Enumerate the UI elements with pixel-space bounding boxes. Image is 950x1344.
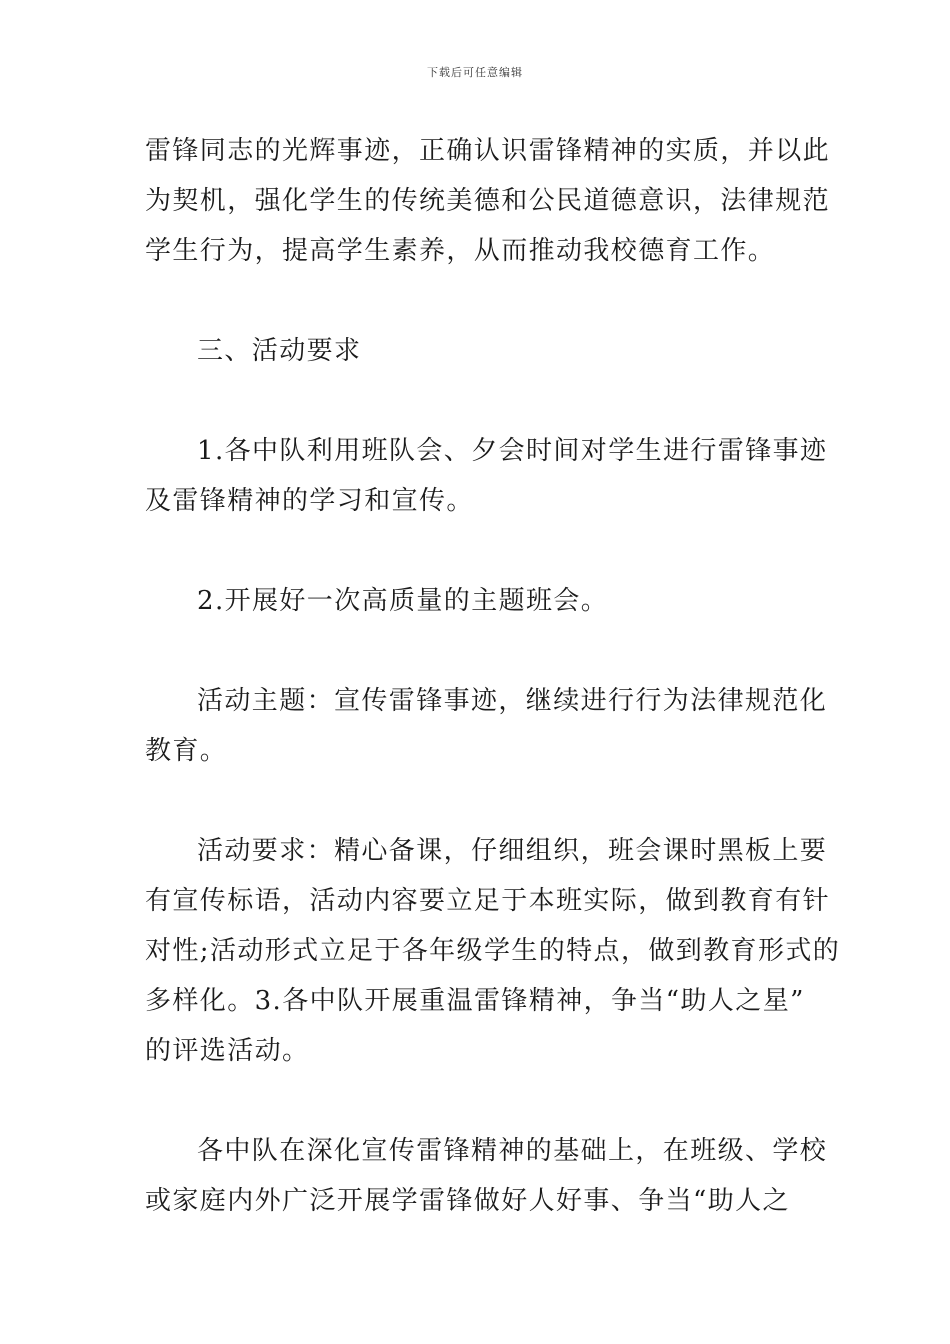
text-line: 1.各中队利用班队会、夕会时间对学生进行雷锋事迹 [197,436,828,466]
text-line: 雷锋同志的光辉事迹，正确认识雷锋精神的实质，并以此 [145,136,831,166]
section-heading [145,326,809,376]
paragraph-gap [145,1076,809,1126]
paragraph-gap [145,276,809,326]
paragraph-gap [145,776,809,826]
text-line: 三、活动要求 [197,336,362,366]
paragraph-activity-theme [145,676,828,776]
text-line: 多样化。3.各中队开展重温雷锋精神，争当“助人之星” [145,986,805,1016]
document-body [145,126,841,1226]
text-line: 活动要求：精心备课，仔细组织，班会课时黑板上要 [197,836,828,866]
text-line: 有宣传标语，活动内容要立足于本班实际，做到教育有针 [145,886,831,916]
paragraph-intro-continuation [145,126,831,276]
text-line: 为契机，强化学生的传统美德和公民道德意识，法律规范 [145,186,831,216]
paragraph-item-1 [145,426,828,526]
text-line: 及雷锋精神的学习和宣传。 [145,486,474,516]
text-line: 2.开展好一次高质量的主题班会。 [197,586,609,616]
text-line: 对性;活动形式立足于各年级学生的特点，做到教育形式的 [145,936,841,966]
paragraph-item-2 [145,576,809,626]
text-line: 的评选活动。 [145,1036,310,1066]
paragraph-squadron-activities [145,1126,828,1226]
paragraph-gap [145,626,809,676]
paragraph-activity-requirements [145,826,841,1076]
text-line: 教育。 [145,736,228,766]
text-line: 学生行为，提高学生素养，从而推动我校德育工作。 [145,236,776,266]
text-line: 活动主题：宣传雷锋事迹，继续进行行为法律规范化 [197,686,828,716]
text-line: 各中队在深化宣传雷锋精神的基础上，在班级、学校 [197,1136,828,1166]
paragraph-gap [145,376,809,426]
page-header-note: 下载后可任意编辑 [427,66,523,79]
text-line: 或家庭内外广泛开展学雷锋做好人好事、争当“助人之 [145,1186,790,1216]
paragraph-gap [145,526,809,576]
